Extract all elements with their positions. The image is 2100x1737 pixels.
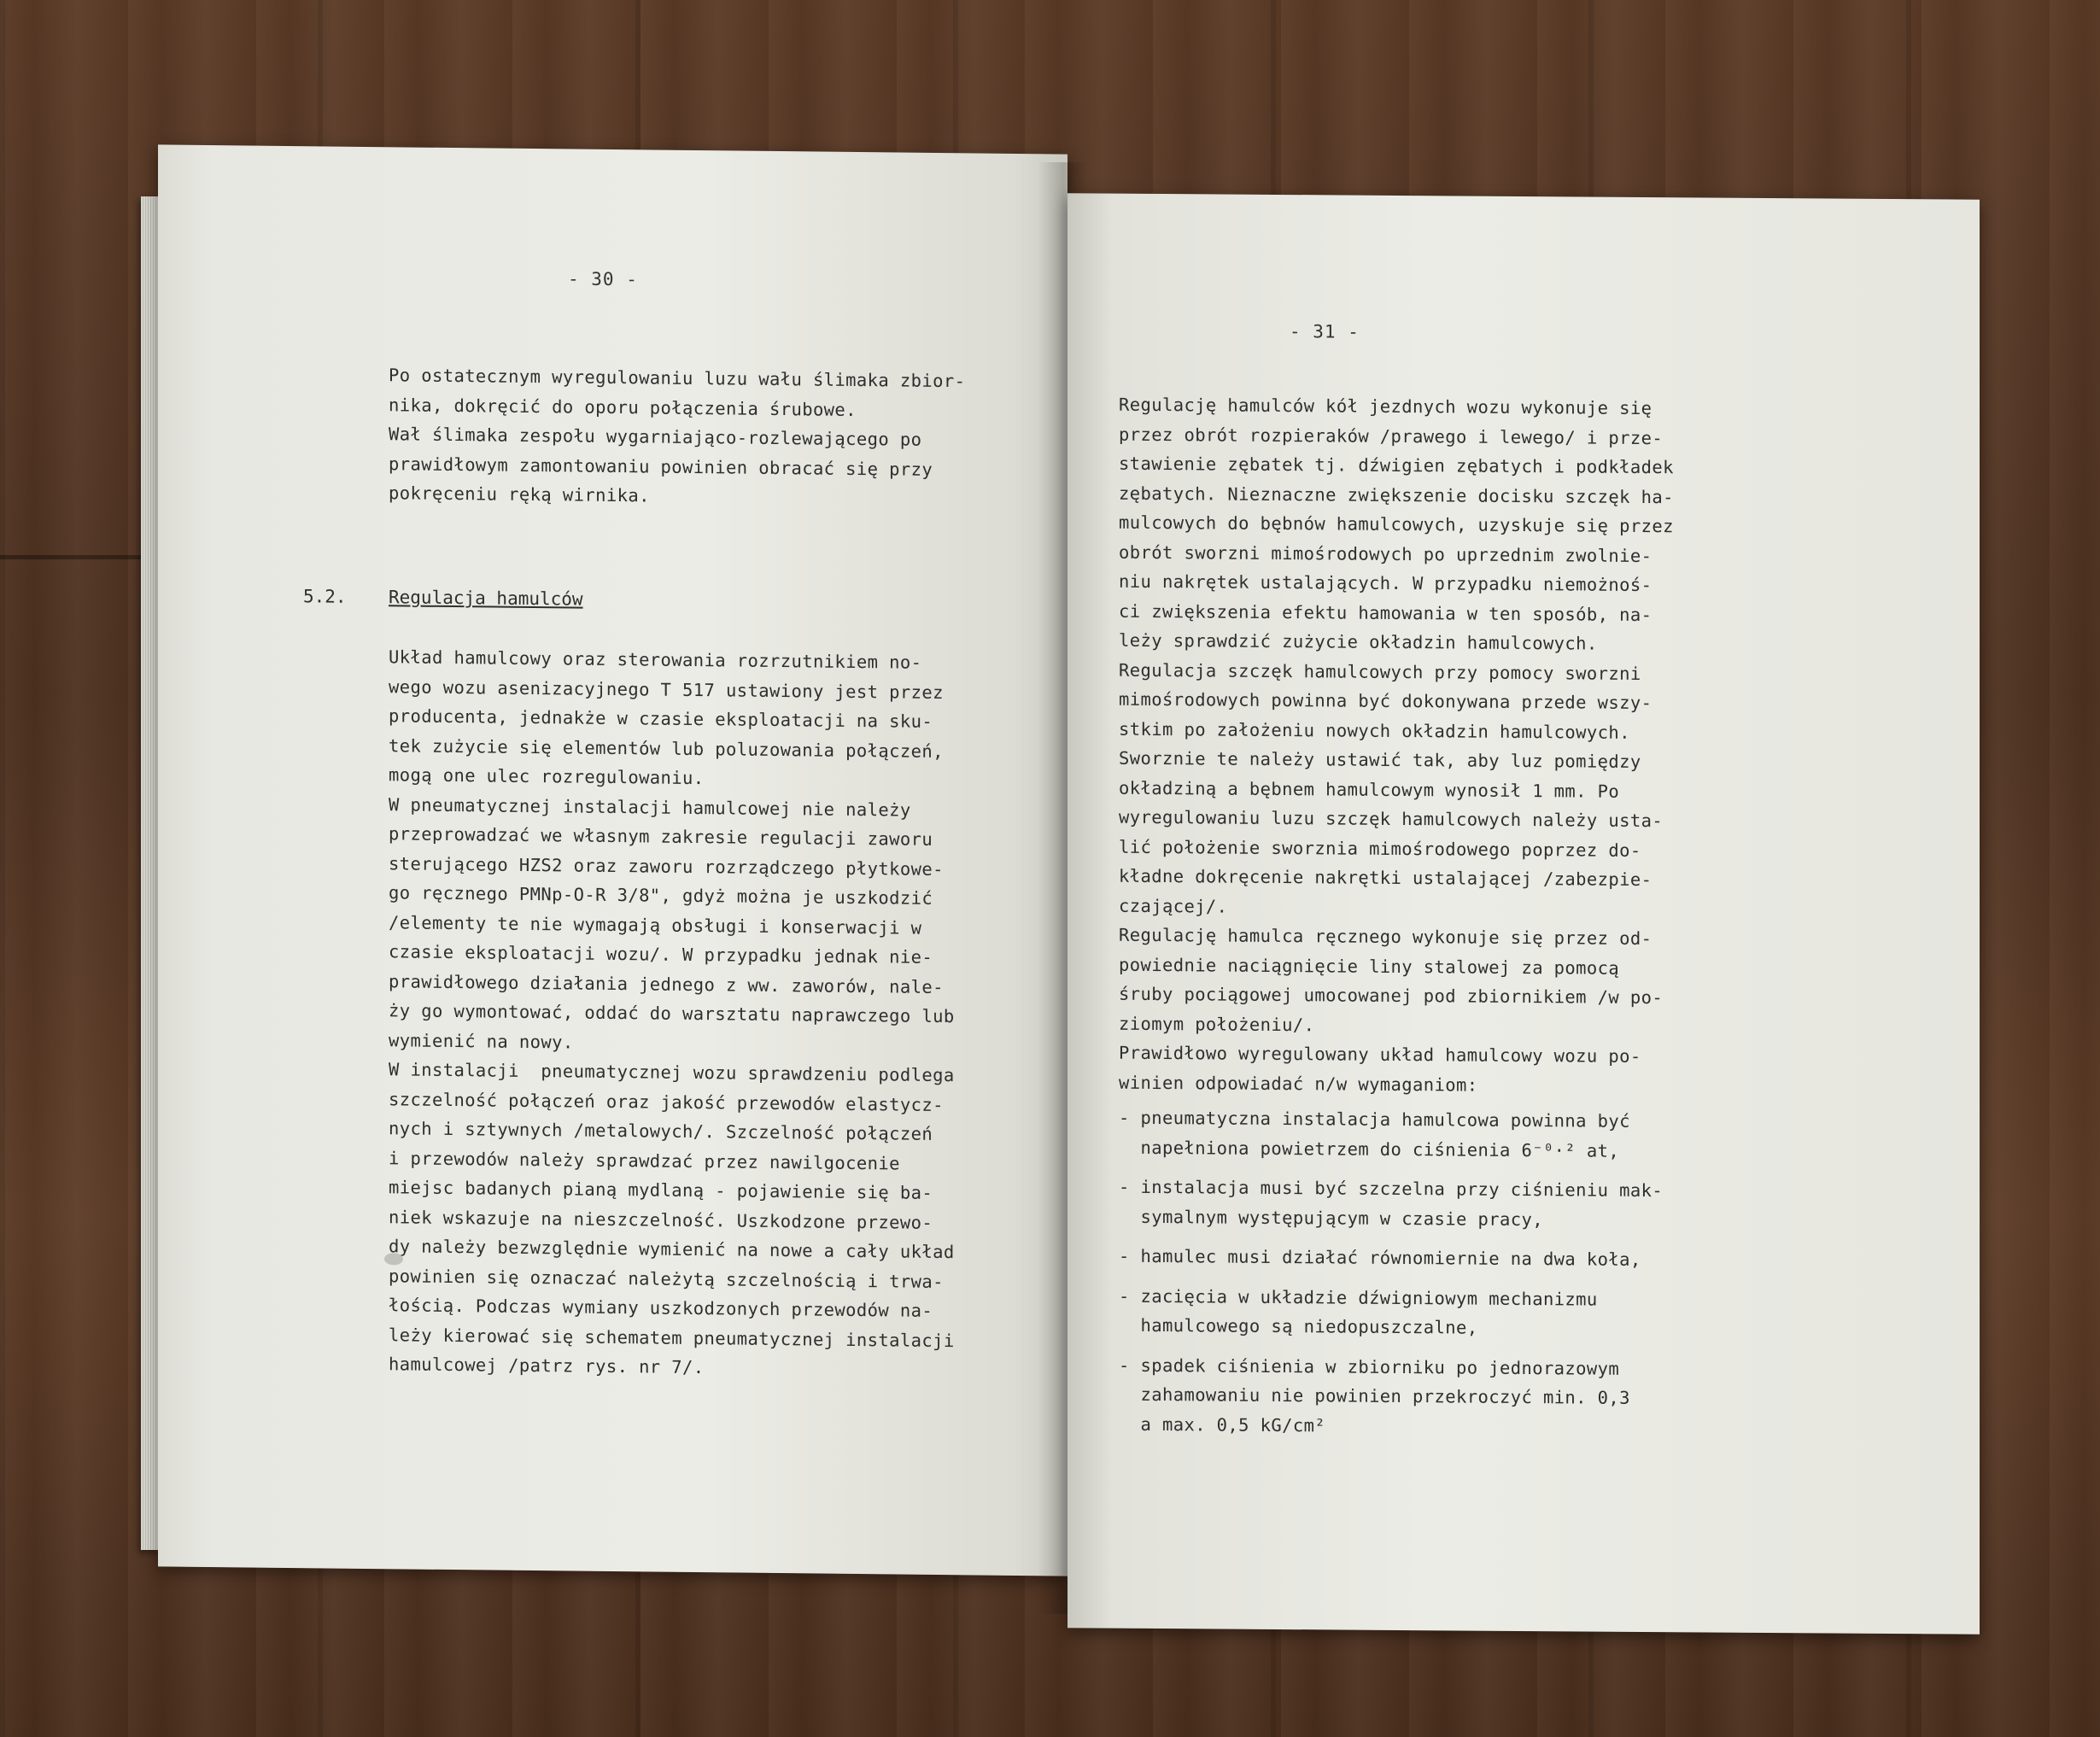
text-line: stkim po założeniu nowych okładzin hamulcowych. [1119, 718, 1630, 743]
list-item-line: napełniona powietrzem do ciśnienia 6⁻⁰·² at, [1119, 1137, 1620, 1161]
text-line: sterującego HZS2 oraz zaworu rozrządczego płytkowe- [389, 852, 944, 880]
text-line: powinien się oznaczać należytą szczelnością i trwa- [389, 1265, 944, 1292]
text-line: W pneumatycznej instalacji hamulcowej nie należy [389, 793, 911, 821]
brakes-paragraph [389, 642, 955, 1384]
section-title: Regulacja hamulców [389, 587, 583, 610]
right-page [1068, 193, 1980, 1634]
list-item-line: hamulcowego są niedopuszczalne, [1119, 1314, 1478, 1338]
list-item-line: - spadek ciśnienia w zbiorniku po jednorazowym [1119, 1354, 1620, 1379]
text-line: Regulacja szczęk hamulcowych przy pomocy sworzni [1119, 659, 1641, 684]
text-line: wego wozu asenizacyjnego T 517 ustawiony jest przez [389, 676, 944, 703]
text-line: /elementy te nie wymagają obsługi i konserwacji w [389, 911, 922, 939]
list-item-line: - pneumatyczna instalacja hamulcowa powinna być [1119, 1107, 1630, 1132]
text-line: wyregulowaniu luzu szczęk hamulcowych należy usta- [1119, 806, 1664, 832]
text-line: leży kierować się schematem pneumatycznej instalacji [389, 1324, 955, 1351]
page-number-right: - 31 - [1290, 321, 1360, 342]
list-item [1119, 1281, 1663, 1343]
list-item-line: symalnym występującym w czasie pracy, [1119, 1206, 1543, 1230]
text-line: śruby pociągowej umocowanej pod zbiornikiem /w po- [1119, 983, 1664, 1009]
text-line: powiednie naciągnięcie liny stalowej za pomocą [1119, 954, 1620, 979]
text-line: W instalacji pneumatycznej wozu sprawdzeniu podlega [389, 1059, 955, 1086]
text-line: prawidłowym zamontowaniu powinien obracać się przy [389, 453, 933, 480]
text-line: go ręcznego PMNp-O-R 3/8", gdyż można je uszkodzić [389, 882, 933, 909]
text-line: pokręceniu ręką wirnika. [389, 482, 650, 506]
list-item-line: - hamulec musi działać równomiernie na dwa koła, [1119, 1245, 1641, 1270]
text-line: winien odpowiadać n/w wymaganiom: [1119, 1072, 1478, 1096]
text-line: Po ostatecznym wyregulowaniu luzu wału ślimaka zbior- [389, 365, 966, 392]
text-line: czasie eksploatacji wozu/. W przypadku jednak nie- [389, 941, 933, 968]
text-line: i przewodów należy sprawdzać przez nawilgocenie [389, 1147, 900, 1174]
text-line: kładne dokręcenie nakrętki ustalającej /zabezpie- [1119, 865, 1653, 891]
text-line: mimośrodowych powinna być dokonywana przede wszy- [1119, 688, 1653, 714]
text-line: leży sprawdzić zużycie okładzin hamulcowych. [1119, 629, 1598, 654]
text-line: ci zwiększenia efektu hamowania w ten sposób, na- [1119, 600, 1653, 625]
list-item-line: - instalacja musi być szczelna przy ciśnieniu mak- [1119, 1176, 1664, 1202]
text-line: zębatych. Nieznaczne zwiększenie docisku szczęk ha- [1119, 482, 1674, 507]
text-line: mulcowych do bębnów hamulcowych, uzyskuje się przez [1119, 512, 1674, 537]
list-item [1119, 1103, 1663, 1166]
text-line: ży go wymontować, oddać do warsztatu naprawczego lub [389, 1000, 955, 1027]
brake-adjustment-paragraph [1119, 390, 1674, 1102]
text-line: lić położenie sworznia mimośrodowego poprzez do- [1119, 836, 1641, 861]
left-page [158, 144, 1068, 1576]
list-item [1119, 1350, 1663, 1442]
section-number: 5.2. [303, 586, 347, 607]
text-line: hamulcowej /patrz rys. nr 7/. [389, 1354, 705, 1378]
text-line: ziomym położeniu/. [1119, 1013, 1315, 1035]
text-line: Prawidłowo wyregulowany układ hamulcowy wozu po- [1119, 1042, 1641, 1067]
text-line: miejsc badanych pianą mydlaną - pojawienie się ba- [389, 1177, 933, 1203]
text-line: okładziną a bębnem hamulcowym wynosił 1 mm. Po [1119, 777, 1620, 802]
requirements-list [1119, 1103, 1663, 1453]
text-line: Sworznie te należy ustawić tak, aby luz pomiędzy [1119, 747, 1641, 772]
list-item-line: - zacięcia w układzie dźwigniowym mechanizmu [1119, 1285, 1598, 1310]
text-line: Regulację hamulców kół jezdnych wozu wykonuje się [1119, 394, 1653, 419]
text-line: szczelność połączeń oraz jakość przewodów elastycz- [389, 1088, 944, 1115]
text-line: niek wskazuje na nieszczelność. Uszkodzone przewo- [389, 1206, 933, 1233]
text-line: mogą one ulec rozregulowaniu. [389, 764, 705, 789]
text-line: producenta, jednakże w czasie eksploatacji na sku- [389, 705, 933, 732]
text-line: przez obrót rozpieraków /prawego i lewego/ i prze- [1119, 424, 1664, 448]
text-line: wymienić na nowy. [389, 1029, 574, 1053]
text-line: Wał ślimaka zespołu wygarniająco-rozlewającego po [389, 424, 922, 450]
page-number-left: - 30 - [568, 268, 638, 290]
ink-blot [384, 1253, 403, 1265]
text-line: niu nakrętek ustalających. W przypadku niemożnoś- [1119, 570, 1653, 596]
text-line: dy należy bezwzględnie wymienić na nowe a cały układ [389, 1236, 955, 1263]
list-item-line: zahamowaniu nie powinien przekroczyć min. 0,3 [1119, 1383, 1630, 1408]
text-line: przeprowadzać we własnym zakresie regulacji zaworu [389, 823, 933, 850]
list-item [1119, 1242, 1663, 1275]
text-line: obrót sworzni mimośrodowych po uprzednim zwolnie- [1119, 541, 1653, 566]
list-item-line: a max. 0,5 kG/cm² [1119, 1413, 1326, 1436]
text-line: stawienie zębatek tj. dźwigien zębatych i podkładek [1119, 453, 1674, 478]
text-line: Układ hamulcowy oraz sterowania rozrzutnikiem no- [389, 646, 922, 673]
text-line: czającej/. [1119, 895, 1228, 917]
text-line: łością. Podczas wymiany uszkodzonych przewodów na- [389, 1295, 933, 1321]
text-line: prawidłowego działania jednego z ww. zaworów, nale- [389, 970, 944, 997]
text-line: Regulację hamulca ręcznego wykonuje się przez od- [1119, 924, 1653, 950]
text-line: tek zużycie się elementów lub poluzowania połączeń, [389, 734, 944, 762]
text-line: nych i sztywnych /metalowych/. Szczelność połączeń [389, 1118, 933, 1144]
list-item [1119, 1173, 1663, 1235]
intro-paragraph [389, 360, 965, 514]
text-line: nika, dokręcić do oporu połączenia śrubowe. [389, 394, 857, 420]
